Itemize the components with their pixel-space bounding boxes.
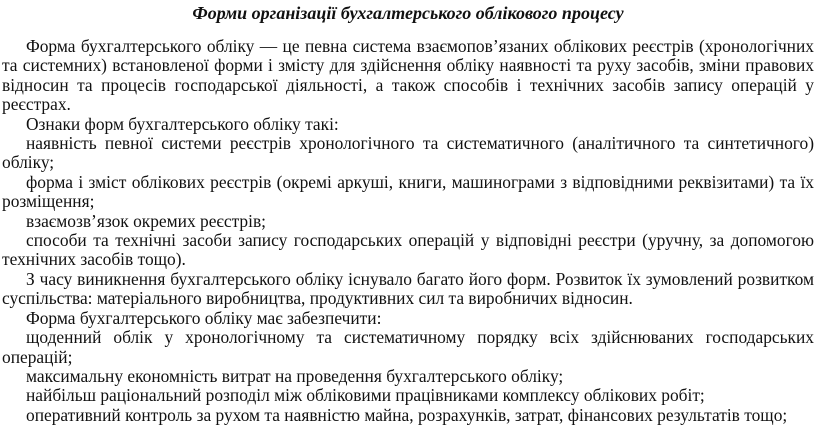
list-item-requirement: щоденний облік у хронологічному та систематичному порядку всіх здійснюваних господарських операцій; (2, 327, 814, 367)
list-item-requirement: максимальну економність витрат на проведення бухгалтерського обліку; (26, 365, 564, 386)
paragraph-definition: Форма бухгалтерського обліку — це певна система взаємопов’язаних облікових реєстрів (хронологічних та системних) встановленої форми і змісту для здійснення обліку наявності та руху засобів, зміни правових відносин та процесів господарської діяльності, а також способів і технічних засобів запису операцій у реєстрах. (2, 36, 814, 115)
list-item-requirement: найбільш раціональний розподіл між обліковими працівниками комплексу облікових робіт; (26, 385, 705, 406)
list-item-requirement: оперативний контроль за рухом та наявністю майна, розрахунків, затрат, фінансових результатів тощо; (26, 404, 788, 425)
document-title: Форми організації бухгалтерського облікового процесу (192, 3, 624, 23)
paragraph-requirements-heading: Форма бухгалтерського обліку має забезпечити: (26, 307, 382, 328)
list-item-feature: наявність певної системи реєстрів хронологічного та систематичного (аналітичного та синтетичного) обліку; (2, 133, 814, 173)
list-item-feature: способи та технічні засоби запису господарських операцій у відповідні реєстри (уручну, за допомогою технічних засобів тощо). (2, 230, 814, 270)
paragraph-features-heading: Ознаки форм бухгалтерського обліку такі: (26, 113, 339, 134)
list-item-feature: взаємозв’язок окремих реєстрів; (26, 210, 266, 231)
paragraph-history: З часу виникнення бухгалтерського обліку існувало багато його форм. Розвиток їх зумовлений розвитком суспільства: матеріального виробництва, продуктивних сил та виробничих відносин. (2, 268, 814, 309)
list-item-feature: форма і зміст облікових реєстрів (окремі аркуші, книги, машинограми з відповідними реквізитами) та їх розміщення; (2, 171, 814, 212)
